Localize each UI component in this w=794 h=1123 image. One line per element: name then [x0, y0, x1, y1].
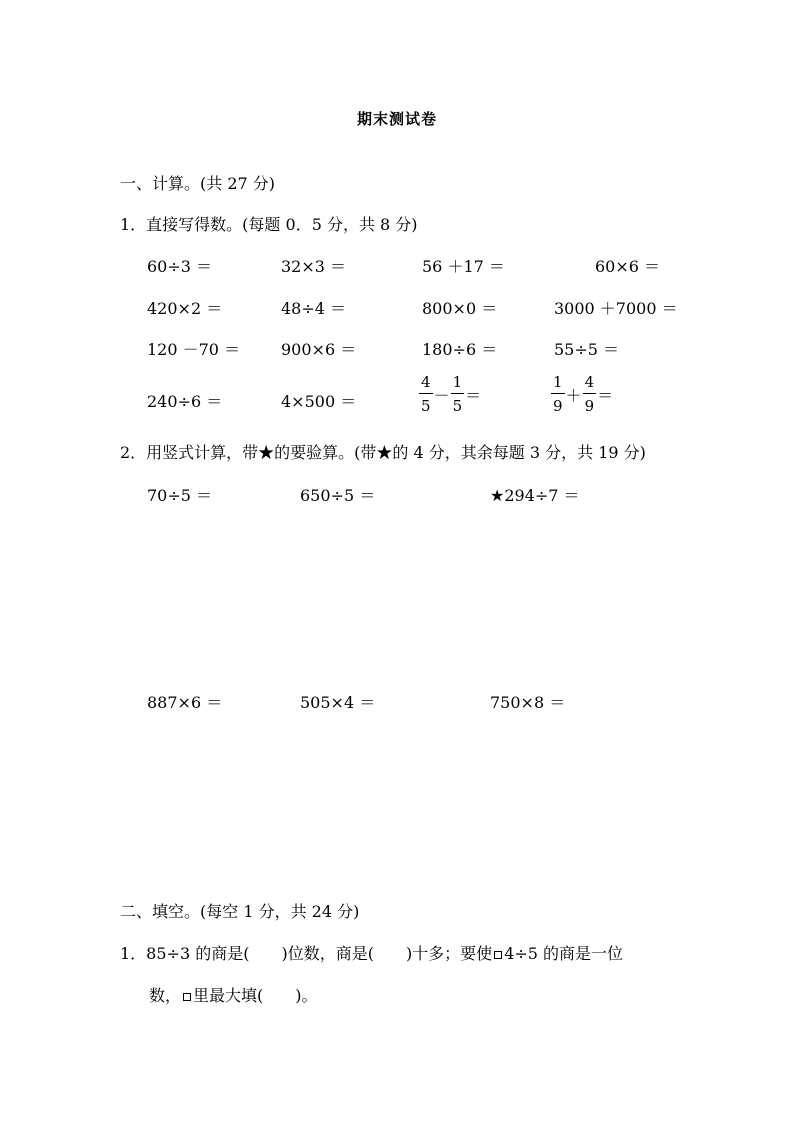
calc-item: 800×0 ＝ — [422, 299, 498, 318]
calc-item: 120 －70 ＝ — [147, 340, 241, 359]
vertical-calc-item: 750×8 ＝ — [490, 693, 566, 712]
numerator: 4 — [584, 373, 595, 391]
numerator: 1 — [553, 373, 563, 391]
section1-heading: 一、计算。(共 27 分) — [120, 174, 276, 193]
equals-sign: ＝ — [597, 386, 614, 405]
denominator: 9 — [584, 397, 595, 415]
calc-item: 55÷5 ＝ — [554, 340, 620, 359]
vertical-calc-item: 650÷5 ＝ — [300, 486, 376, 505]
calc-item: 240÷6 ＝ — [147, 392, 223, 411]
calc-item: 56 ＋17 ＝ — [422, 257, 505, 276]
calc-item: 900×6 ＝ — [281, 340, 357, 359]
calc-item: 4×500 ＝ — [281, 392, 357, 411]
denominator: 5 — [452, 397, 463, 415]
denominator: 5 — [421, 397, 431, 415]
calc-item: 420×2 ＝ — [147, 299, 223, 318]
question-text: 1．85÷3 的商是( )位数，商是( )十多；要使 — [120, 944, 493, 963]
question-text: 数， — [149, 986, 182, 1005]
question-text: 4÷5 的商是一位 — [504, 944, 624, 963]
blank-box-icon — [494, 951, 502, 959]
fraction — [583, 375, 597, 414]
fraction-expression — [551, 375, 614, 414]
calc-item: 32×3 ＝ — [281, 257, 347, 276]
equals-sign: ＝ — [465, 386, 482, 405]
vertical-calc-item: 70÷5 ＝ — [147, 486, 213, 505]
calc-item: 60÷3 ＝ — [147, 257, 213, 276]
operator: ＋ — [565, 386, 582, 405]
numerator: 4 — [421, 373, 431, 391]
fill-blank-line — [149, 983, 318, 1006]
operator: － — [433, 386, 450, 405]
blank-box-icon — [183, 993, 191, 1001]
vertical-calc-item: 505×4 ＝ — [300, 693, 376, 712]
fraction-expression — [419, 375, 482, 414]
fraction — [451, 375, 465, 414]
q1-label: 1．直接写得数。(每题 0．5 分，共 8 分) — [120, 215, 418, 234]
calc-item: 180÷6 ＝ — [422, 340, 498, 359]
question-text: 里最大填( )。 — [193, 986, 318, 1005]
calc-item: 60×6 ＝ — [595, 257, 661, 276]
numerator: 1 — [452, 373, 463, 391]
calc-item: 3000 ＋7000 ＝ — [554, 299, 678, 318]
section2-heading: 二、填空。(每空 1 分，共 24 分) — [120, 902, 360, 921]
vertical-calc-item: ★294÷7 ＝ — [490, 486, 580, 505]
fraction — [419, 375, 433, 414]
vertical-calc-item: 887×6 ＝ — [147, 693, 223, 712]
calc-item: 48÷4 ＝ — [281, 299, 347, 318]
fill-blank-line — [120, 941, 623, 964]
fraction — [551, 375, 565, 414]
page-title: 期末测试卷 — [356, 110, 437, 128]
denominator: 9 — [553, 397, 563, 415]
q2-label: 2．用竖式计算，带★的要验算。(带★的 4 分，其余每题 3 分，共 19 分) — [120, 443, 646, 462]
